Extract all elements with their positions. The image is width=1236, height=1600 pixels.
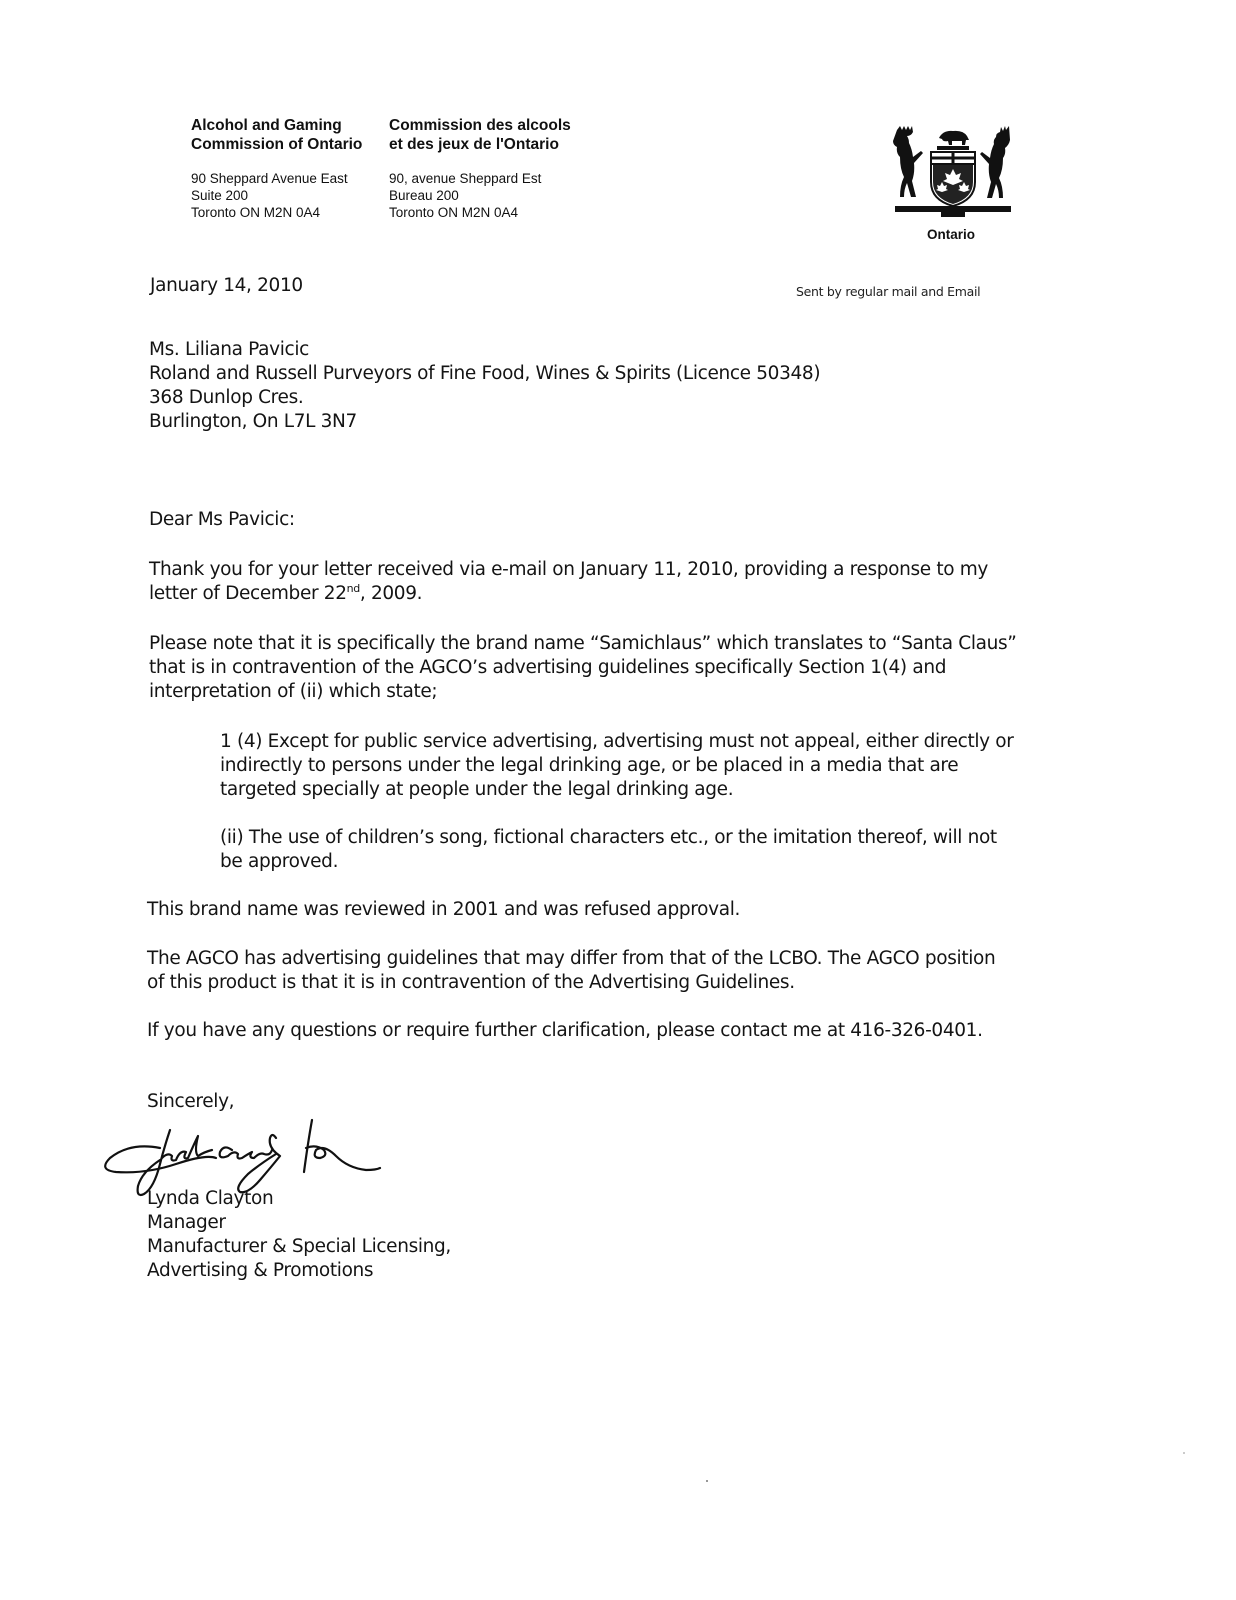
address-french-line3: Toronto ON M2N 0A4 bbox=[389, 205, 519, 220]
ontario-crest bbox=[893, 122, 1013, 247]
recipient-block bbox=[149, 338, 820, 434]
org-name-french-line2: et des jeux de l'Ontario bbox=[389, 136, 559, 153]
letterhead-english bbox=[191, 116, 362, 221]
address-english-line1: 90 Sheppard Avenue East bbox=[191, 171, 348, 186]
delivery-note: Sent by regular mail and Email bbox=[796, 284, 981, 299]
paragraph-1-line-2-tail: , 2009. bbox=[359, 583, 423, 604]
paragraph-5-line-1: If you have any questions or require further clarification, please contact me at 416-326-0401. bbox=[147, 1020, 983, 1041]
guideline-quote-1-4 bbox=[220, 730, 1014, 802]
salutation: Dear Ms Pavicic: bbox=[149, 509, 295, 530]
quote-2-line-2: be approved. bbox=[220, 851, 339, 872]
scan-speck bbox=[1183, 1452, 1185, 1454]
recipient-city: Burlington, On L7L 3N7 bbox=[149, 411, 357, 432]
ordinal-suffix: nd bbox=[346, 581, 360, 595]
paragraph-4-line-1: The AGCO has advertising guidelines that may differ from that of the LCBO. The AGCO position bbox=[147, 948, 996, 969]
address-french-line2: Bureau 200 bbox=[389, 188, 459, 203]
recipient-street: 368 Dunlop Cres. bbox=[149, 387, 304, 408]
org-name-french-line1: Commission des alcools bbox=[389, 117, 571, 134]
letter-date: January 14, 2010 bbox=[150, 275, 303, 296]
signer-title: Manager bbox=[147, 1212, 226, 1233]
guideline-quote-ii bbox=[220, 826, 997, 874]
quote-2-line-1: (ii) The use of children’s song, fictional characters etc., or the imitation thereof, will not bbox=[220, 827, 997, 848]
signer-department-line-1: Manufacturer & Special Licensing, bbox=[147, 1236, 451, 1257]
paragraph-5 bbox=[147, 1019, 983, 1043]
paragraph-1-line-2 bbox=[149, 582, 988, 606]
paragraph-1-line-1: Thank you for your letter received via e-mail on January 11, 2010, providing a response to my bbox=[149, 559, 989, 580]
paragraph-2 bbox=[149, 632, 1017, 704]
signature-block bbox=[147, 1187, 451, 1283]
crest-label: Ontario bbox=[927, 227, 976, 242]
org-name-english-line2: Commission of Ontario bbox=[191, 136, 363, 153]
signer-department-line-2: Advertising & Promotions bbox=[147, 1260, 374, 1281]
signer-name: Lynda Clayton bbox=[147, 1188, 274, 1209]
closing: Sincerely, bbox=[147, 1091, 235, 1112]
paragraph-1-line-2-text: letter of December 22 bbox=[149, 583, 347, 604]
paragraph-4 bbox=[147, 947, 995, 995]
scan-speck bbox=[706, 1480, 708, 1482]
paragraph-2-line-3: interpretation of (ii) which state; bbox=[149, 681, 438, 702]
recipient-company: Roland and Russell Purveyors of Fine Food, Wines & Spirits (Licence 50348) bbox=[149, 363, 821, 384]
paragraph-1 bbox=[149, 558, 988, 606]
paragraph-4-line-2: of this product is that it is in contravention of the Advertising Guidelines. bbox=[147, 972, 795, 993]
paragraph-3-line-1: This brand name was reviewed in 2001 and was refused approval. bbox=[147, 899, 741, 920]
quote-1-line-3: targeted specially at people under the legal drinking age. bbox=[220, 779, 734, 800]
paragraph-2-line-1: Please note that it is specifically the brand name “Samichlaus” which translates to “Santa Claus” bbox=[149, 633, 1017, 654]
quote-1-line-2: indirectly to persons under the legal drinking age, or be placed in a media that are bbox=[220, 755, 959, 776]
ontario-coat-of-arms-icon bbox=[893, 122, 1013, 222]
letterhead-french bbox=[389, 116, 571, 221]
quote-1-line-1: 1 (4) Except for public service advertising, advertising must not appeal, either directly or bbox=[220, 731, 1014, 752]
address-english-line2: Suite 200 bbox=[191, 188, 249, 203]
paragraph-3 bbox=[147, 898, 740, 922]
org-name-english-line1: Alcohol and Gaming bbox=[191, 117, 342, 134]
address-french-line1: 90, avenue Sheppard Est bbox=[389, 171, 542, 186]
address-english-line3: Toronto ON M2N 0A4 bbox=[191, 205, 321, 220]
recipient-name: Ms. Liliana Pavicic bbox=[149, 339, 309, 360]
paragraph-2-line-2: that is in contravention of the AGCO’s advertising guidelines specifically Section 1(4) and bbox=[149, 657, 947, 678]
